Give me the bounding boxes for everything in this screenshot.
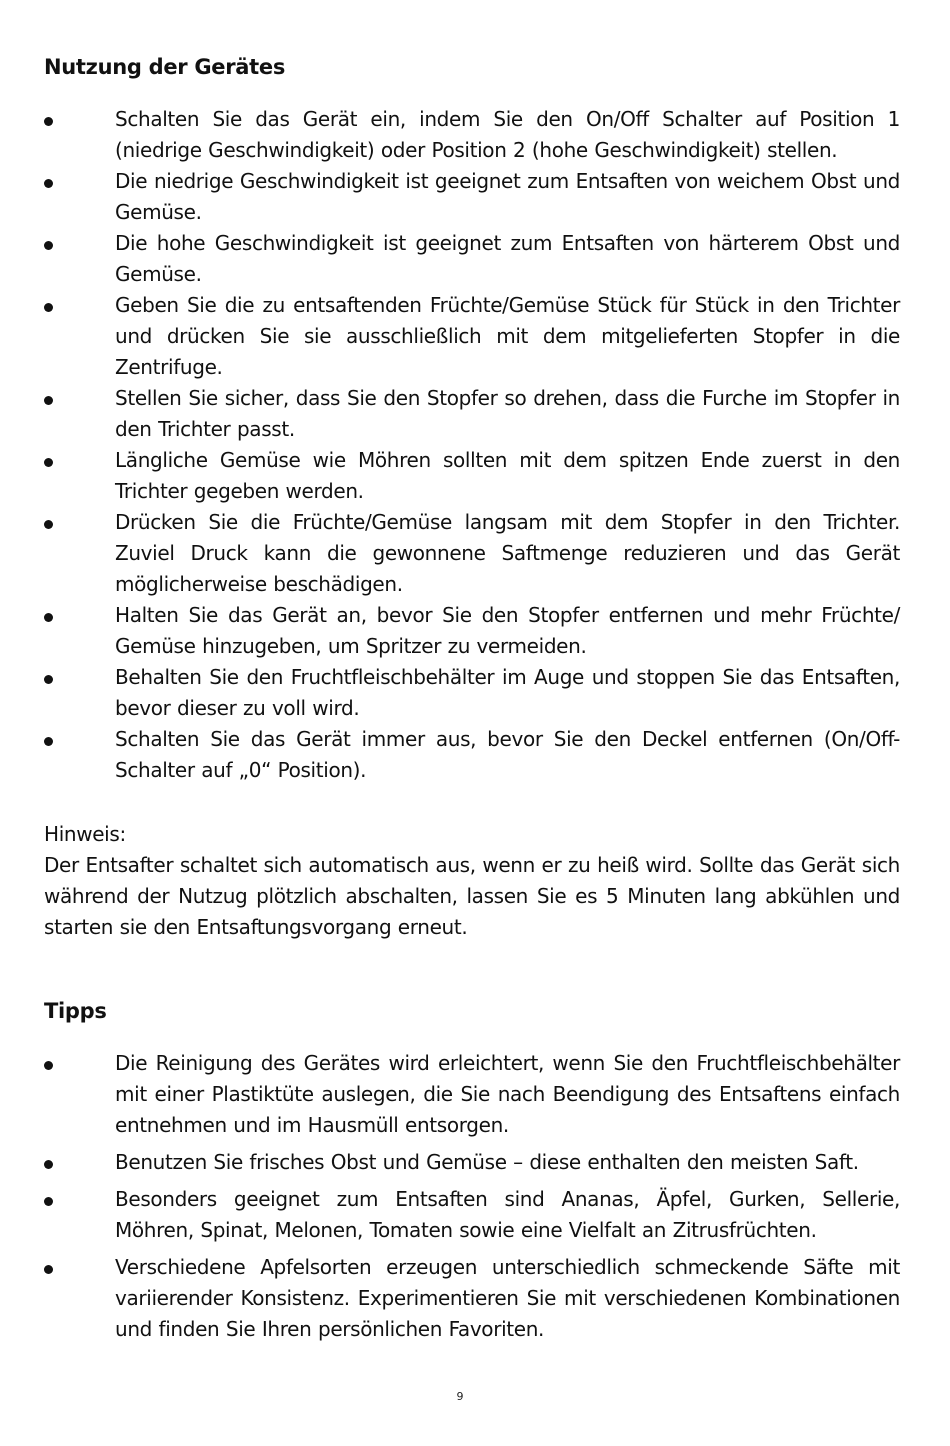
- list-item: [44, 228, 900, 290]
- list-item-text: Halten Sie das Gerät an, bevor Sie den Stopfer entfernen und mehr Früchte/ Gemüse hinzugeben, um Spritzer zu vermeiden.: [115, 603, 900, 658]
- list-item: [44, 662, 900, 724]
- list-item: [44, 383, 900, 445]
- list-item-text: Schalten Sie das Gerät immer aus, bevor Sie den Deckel entfernen (On/Off-Schalter auf „0“ Position).: [115, 727, 900, 782]
- list-item-text: Stellen Sie sicher, dass Sie den Stopfer so drehen, dass die Furche im Stopfer in den Trichter passt.: [115, 386, 900, 441]
- list-item: [44, 445, 900, 507]
- bullet-icon: [44, 458, 53, 467]
- bullet-icon: [44, 241, 53, 250]
- list-item-text: Schalten Sie das Gerät ein, indem Sie den On/Off Schalter auf Position 1 (niedrige Geschwindigkeit) oder Position 2 (hohe Geschwindigkeit) stellen.: [115, 107, 900, 162]
- bullet-icon: [44, 1197, 53, 1206]
- list-item: [44, 166, 900, 228]
- list-item-text: Drücken Sie die Früchte/Gemüse langsam mit dem Stopfer in den Trichter. Zuviel Druck kann die gewonnene Saftmenge reduzieren und das Gerät möglicherweise beschädigen.: [115, 510, 900, 596]
- bullet-icon: [44, 675, 53, 684]
- section-title-usage: Nutzung der Gerätes: [44, 55, 286, 79]
- note-block: [44, 819, 900, 943]
- list-item: [44, 1147, 900, 1178]
- tips-list: [44, 1048, 900, 1345]
- list-item: [44, 1048, 900, 1141]
- document-page: [44, 52, 900, 1351]
- list-item-text: Die niedrige Geschwindigkeit ist geeignet zum Entsaften von weichem Obst und Gemüse.: [115, 169, 900, 224]
- note-text: Der Entsafter schaltet sich automatisch aus, wenn er zu heiß wird. Sollte das Gerät sich während der Nutzug plötzlich abschalten, lassen Sie es 5 Minuten lang abkühlen und starten sie den Entsaftungsvorgang erneut.: [44, 853, 900, 939]
- list-item: [44, 724, 900, 786]
- tips-section: [44, 996, 900, 1345]
- bullet-icon: [44, 303, 53, 312]
- list-item: [44, 1184, 900, 1246]
- bullet-icon: [44, 1061, 53, 1070]
- bullet-icon: [44, 179, 53, 188]
- list-item: [44, 290, 900, 383]
- list-item: [44, 600, 900, 662]
- bullet-icon: [44, 1160, 53, 1169]
- bullet-icon: [44, 396, 53, 405]
- list-item: [44, 104, 900, 166]
- list-item-text: Behalten Sie den Fruchtfleischbehälter im Auge und stoppen Sie das Entsaften, bevor dieser zu voll wird.: [115, 665, 900, 720]
- bullet-icon: [44, 520, 53, 529]
- list-item: [44, 1252, 900, 1345]
- bullet-icon: [44, 1265, 53, 1274]
- usage-list: [44, 104, 900, 786]
- list-item-text: Die Reinigung des Gerätes wird erleichtert, wenn Sie den Fruchtfleischbehälter mit einer Plastiktüte auslegen, die Sie nach Beendigung des Entsaftens einfach entnehmen und im Hausmüll entsorgen.: [115, 1051, 900, 1137]
- list-item-text: Benutzen Sie frisches Obst und Gemüse – diese enthalten den meisten Saft.: [115, 1150, 859, 1174]
- bullet-icon: [44, 737, 53, 746]
- bullet-icon: [44, 117, 53, 126]
- list-item-text: Verschiedene Apfelsorten erzeugen unterschiedlich schmeckende Säfte mit variierender Konsistenz. Experimentieren Sie mit verschiedenen Kombinationen und finden Sie Ihren persönlichen Favoriten.: [115, 1255, 900, 1341]
- list-item-text: Längliche Gemüse wie Möhren sollten mit dem spitzen Ende zuerst in den Trichter gegeben werden.: [115, 448, 900, 503]
- list-item-text: Geben Sie die zu entsaftenden Früchte/Gemüse Stück für Stück in den Trichter und drücken Sie sie ausschließlich mit dem mitgelieferten Stopfer in die Zentrifuge.: [115, 293, 900, 379]
- list-item: [44, 507, 900, 600]
- section-title-tips: Tipps: [44, 999, 107, 1023]
- page-number: 9: [456, 1390, 464, 1403]
- bullet-icon: [44, 613, 53, 622]
- note-label: Hinweis:: [44, 822, 126, 846]
- list-item-text: Die hohe Geschwindigkeit ist geeignet zum Entsaften von härterem Obst und Gemüse.: [115, 231, 900, 286]
- list-item-text: Besonders geeignet zum Entsaften sind Ananas, Äpfel, Gurken, Sellerie, Möhren, Spinat, Melonen, Tomaten sowie eine Vielfalt an Zitrusfrüchten.: [115, 1187, 900, 1242]
